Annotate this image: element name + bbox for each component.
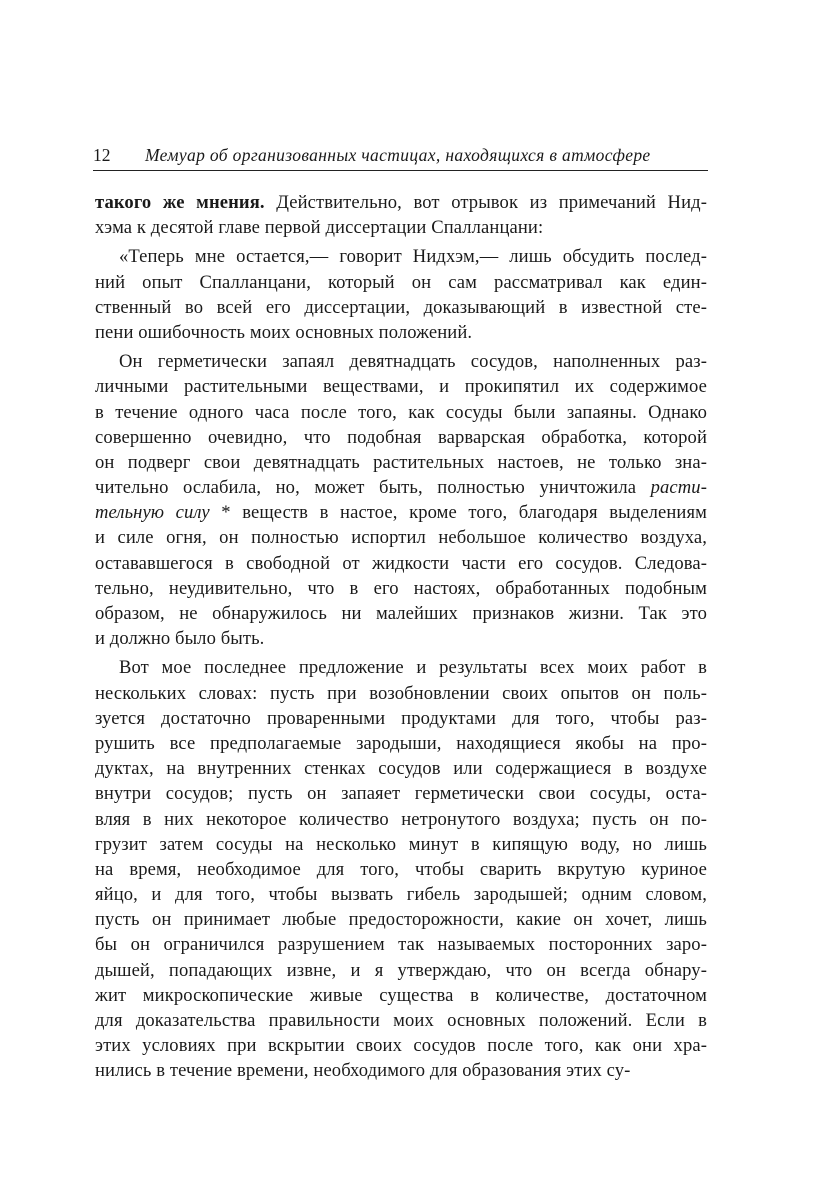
page-number: 12 [93,145,111,165]
text-line [95,907,707,932]
italic-run: тельную силу [95,502,210,524]
text-line [95,601,707,626]
text-line [95,450,707,475]
text-line [95,706,707,731]
text-run: на время, необходимое для того, чтобы сварить вкрутую куриное [95,858,707,880]
text-line [95,349,707,374]
text-run: тельно, неудивительно, что в его настоях, обработанных подобным [95,577,707,599]
text-run: личными растительными веществами, и прокипятил их содержимое [95,376,707,398]
text-run: * веществ в настое, кроме того, благодаря выделениям [209,502,707,524]
text-run: Он герметически запаял девятнадцать сосудов, наполненных раз- [119,351,707,373]
text-line [95,857,707,882]
text-run: вляя в них некоторое количество нетронутого воздуха; пусть он по- [95,808,707,830]
text-run: нескольких словах: пусть при возобновлении своих опытов он поль- [95,682,707,704]
text-line [95,400,707,425]
text-line [95,932,707,957]
text-line [95,295,707,320]
text-line [95,731,707,756]
text-run: нились в течение времени, необходимого для образования этих су- [95,1060,631,1082]
text-line [95,244,707,269]
text-run: пени ошибочность моих основных положений. [95,321,473,343]
text-run: дышей, попадающих извне, и я утверждаю, что он всегда обнару- [95,959,707,981]
text-line [95,681,707,706]
text-line [95,983,707,1008]
paragraph [95,655,707,1083]
text-run: грузит затем сосуды на несколько минут в кипящую воду, но лишь [95,833,707,855]
text-run: ственный во всей его диссертации, доказывающий в известной сте- [95,296,707,318]
body-text [95,190,707,1084]
text-line [95,215,707,240]
paragraph [95,190,707,240]
text-run: зуется достаточно проваренными продуктами для того, чтобы раз- [95,707,707,729]
paragraph [95,244,707,345]
text-line [95,781,707,806]
running-title: Мемуар об организованных частицах, находящихся в атмосфере [145,145,651,165]
text-line [95,190,707,215]
text-run: и должно было быть. [95,628,265,650]
text-run: рушить все предполагаемые зародыши, находящиеся якобы на про- [95,732,707,754]
text-line [95,655,707,680]
text-line [95,576,707,601]
text-line [95,475,707,500]
page-header [93,144,708,171]
text-line [95,626,707,651]
text-run: Вот мое последнее предложение и результаты всех моих работ в [119,657,707,679]
text-line [95,374,707,399]
text-run: хэма к десятой главе первой диссертации Спалланцани: [95,217,544,239]
text-line [95,270,707,295]
text-run: дуктах, на внутренних стенках сосудов или содержащиеся в воздухе [95,758,707,780]
text-run: жит микроскопические живые существа в количестве, достаточном [95,984,707,1006]
text-run: чительно ослабила, но, может быть, полностью уничтожила [95,477,651,499]
text-line [95,551,707,576]
paragraph [95,349,707,651]
text-line [95,1058,707,1083]
text-line [95,500,707,525]
text-run: яйцо, и для того, чтобы вызвать гибель зародышей; одним словом, [95,884,707,906]
text-run: и силе огня, он полностью испортил небольшое количество воздуха, [95,527,707,549]
text-line [95,320,707,345]
text-run: «Теперь мне остается,— говорит Нидхэм,— лишь обсудить послед- [119,246,707,268]
text-run: совершенно очевидно, что подобная варварская обработка, которой [95,426,707,448]
text-run: образом, не обнаружилось ни малейших признаков жизни. Так это [95,603,707,624]
text-line [95,1008,707,1033]
italic-run: расти- [650,477,707,499]
text-run: ний опыт Спалланцани, который он сам рассматривал как един- [95,271,707,293]
text-run: Действительно, вот отрывок из примечаний Нид- [264,192,707,213]
bold-run: такого же мнения. [95,192,265,213]
text-run: для доказательства правильности моих основных положений. Если в [95,1010,707,1031]
text-run: в течение одного часа после того, как сосуды были запаяны. Однако [95,401,707,423]
text-line [95,525,707,550]
text-run: бы он ограничился разрушением так называемых посторонних заро- [95,934,707,956]
text-run: пусть он принимает любые предосторожности, какие он хочет, лишь [95,909,707,931]
text-line [95,1033,707,1058]
text-line [95,425,707,450]
text-line [95,832,707,857]
text-line [95,807,707,832]
text-line [95,958,707,983]
text-line [95,756,707,781]
text-run: внутри сосудов; пусть он запаяет герметически свои сосуды, оста- [95,783,707,805]
text-run: он подверг свои девятнадцать растительных настоев, не только зна- [95,451,707,473]
text-line [95,882,707,907]
text-run: остававшегося в свободной от жидкости части его сосудов. Следова- [95,552,707,574]
text-run: этих условиях при вскрытии своих сосудов после того, как они хра- [95,1035,707,1057]
